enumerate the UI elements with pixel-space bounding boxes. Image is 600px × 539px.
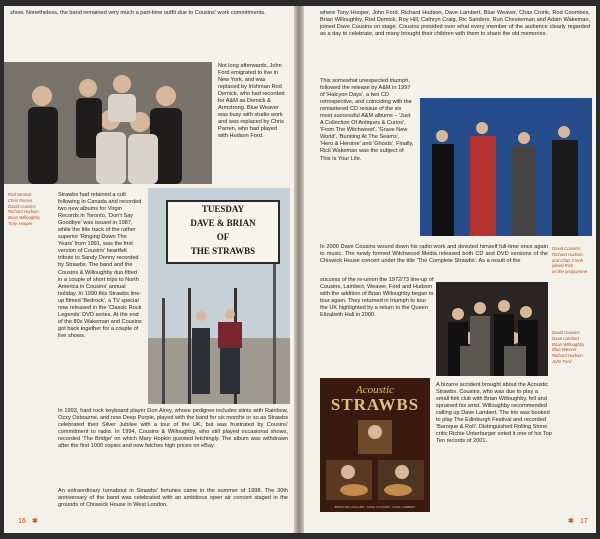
lineup-photo-caption: David Cousins Dave Lambert Brian Willoughby Blue Weaver Richard Hudson John Ford <box>552 330 585 364</box>
left-page <box>4 6 294 533</box>
album-title-line2: STRAWBS <box>330 395 420 414</box>
para-1993: In 1993, hard rock keyboard player Don Airey, whose pedigree includes stints with Rainbow, Ozzy Osbourne, and now Deep Purple, played with the band for six months or so as Strawbs celebrated their Silver Jubilee with a tour of the UK, but was frustrated by Cousins' commitment to radio. In 1994, Cousins & Willoughby, who still played occasional shows, recorded 'The Bridge' on which Mary Hopkin guested fetchingly. The album was withdrawn after the first 1000 copies and now fetches high prices on eBay. <box>58 408 288 450</box>
para-extraordinary: An extraordinary turnabout in Strawbs' fortunes came in the summer of 1998. The 30th anniversary of the band was celebrated with an ambitious open air concert staged in the grounds of Chiswick House in West London, <box>58 488 288 509</box>
stage-group-photo <box>420 98 592 236</box>
para-2000-wrap: success of the re-union the 1972/73 line-up of Cousins, Lambert, Weaver, Ford and Hudson with the addition of Brian Willoughby began to tour again. They returned in triumph to tour the UK highlighted by a return to the Queen Elizabeth Hall in 2000. <box>320 277 434 319</box>
street-sign-photo <box>148 188 290 404</box>
album-title-line1: Acoustic <box>356 384 394 396</box>
acoustic-strawbs-album-cover <box>320 378 430 512</box>
paw-print-icon: ✽ <box>32 518 38 525</box>
street-sign <box>166 200 280 264</box>
stage-photo-caption: David Cousins, Richard Hudson and Chas Cronk joined Rick on the programme <box>552 246 588 275</box>
sign-line: THE STRAWBS <box>190 246 256 256</box>
band-lineup-photo <box>436 282 548 376</box>
right-top-paragraph: where Tony Hooper, John Ford, Richard Hudson, Dave Lambert, Blue Weaver, Chas Cronk, Rod Coombes, Brian Willoughby, Rod Demick, Roy Hill, Cathryn Craig, Ric Sanders, Run Chesterman and Adam Wakeman, joined Dave Cousins on stage. Cousins presided over what every member of the audience clearly regarded as a day to celebrate, and many brought their children with them to share the old memories. <box>320 10 590 38</box>
bizarre-accident-paragraph: A bizarre accident brought about the Acoustic Strawbs. Cousins, who was due to play a small folk club with Brian Willoughby, fell and sprained his wrist. Willoughby recommended calling up Dave Lambert. The trio was booked to play The Edinburgh Festival and recorded 'Baroque & Roll'. Distinguished Rolling Stone critic Richie Unterburger voted it one of his Top Ten records of 2001. <box>436 382 552 445</box>
page-number-left: 16 <box>18 518 26 525</box>
band-portrait-photo <box>4 62 212 184</box>
album-credits: BRIAN WILLOUGHBY · DAVE COUSINS · DAVE LAMBERT <box>334 505 416 509</box>
strawbs-cult-paragraph: Strawbs had retained a cult following in Canada and recorded two new albums for Virgin Records in Toronto, 'Don't Say Goodbye' was issued in 1987, while the title track of the rather superior 'Ringing Down The Years' from 1991, was the first version of Cousins' heartfelt tribute to Sandy Denny recorded by Strawbs. The band and the Cousins & Willoughby duo fitted in a couple of short trips to North America in Cousins' annual holiday. In 1990 this Strawbs line-up filmed 'Bedrock', a TV special now released in the 'Classic Rock Legends' DVD series. At the end of the 80s Wakeman and Cousins got back together for a couple of live shows. <box>58 192 142 339</box>
band-portrait-caption: Rod Demick Chris Parren David Cousins Richard Hudson Brian Willoughby Tony Hooper <box>8 192 41 226</box>
page-number-right: 17 <box>580 518 588 525</box>
sign-line: TUESDAY <box>201 204 245 214</box>
intro-paragraph: show. Nonetheless, the band remained very much a part-time outfit due to Cousins' work commitments. <box>10 10 266 16</box>
sign-line: DAVE & BRIAN <box>190 218 256 228</box>
para-2000-full: In 2000 Dave Cousins wound down his radio work and devoted himself full-time once again to music. The newly formed Witchwood Media released both CD and DVD versions of the Chiswick House concert under the title 'The Complete Strawbs'. As a result of the <box>320 244 548 265</box>
paw-print-icon: ✽ <box>568 518 574 525</box>
sign-line: OF <box>216 232 230 242</box>
right-page <box>304 6 596 533</box>
not-long-afterwards-paragraph: Not long afterwards, John Ford emigrated to live in New York, and was replaced by Irishman Rod Demick, who had recorded for A&M as Demick & Armstrong. Blue Weaver was busy with studio work and was replaced by Chris Parren, who had played with Hudson Ford. <box>218 63 285 140</box>
unexpected-triumph-paragraph: This somewhat unexpected triumph, followed the release by A&M in 1997 of 'Halcyon Days', a two CD retrospective, and coinciding with the remastered CD reissue of the six most successful A&M albums – 'Just A Collection Of Antiques & Curios', 'From The Witchwood', 'Grave New World', 'Bursting At The Seams', 'Hero & Heroine' and 'Ghosts'. Finally, Rick Wakeman was the subject of This Is Your Life. <box>320 78 414 162</box>
book-gutter <box>294 6 304 533</box>
